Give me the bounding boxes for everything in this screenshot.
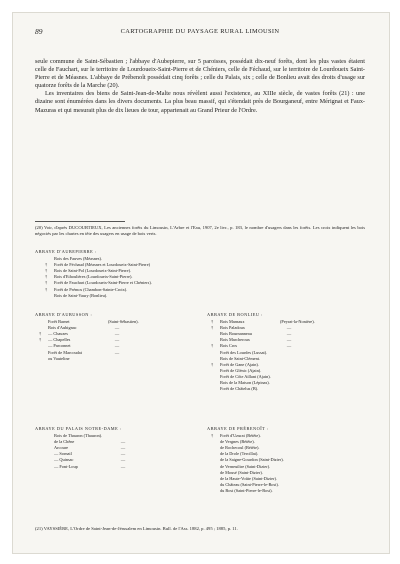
forest-name: du Château (Saint-Pierre-le-Bost). bbox=[220, 481, 279, 487]
forest-name: Bois d'Ethoulières (Lourdoueix-Saint-Pierre). bbox=[54, 274, 133, 280]
dagger-mark: † bbox=[211, 319, 214, 325]
forest-entry bbox=[45, 464, 195, 470]
dagger-mark bbox=[211, 488, 220, 494]
forest-location: — bbox=[286, 331, 292, 337]
bonlieu-forest-list bbox=[207, 312, 377, 392]
forest-name: Arcoure bbox=[54, 445, 69, 451]
forest-name: Bois de Saint-Vaury (Bonlieu). bbox=[54, 292, 108, 298]
footnote-20: (20) Voir, d'après DUCOURTIEUX, Les anciennes forêts du Limousin, L'Arbre et l'Eau, 1907, 2e livr., p. 183, le nombre d'usagers dans les forêts. Les croix indiquent les bois négociés par les chartes en tête des usagers en usage de bois verts. bbox=[35, 225, 365, 236]
forest-name: Bois de la Maison (Lépinas). bbox=[220, 380, 270, 386]
dagger-mark: † bbox=[39, 331, 42, 337]
box-title: ABBAYE DE BONLIEU : bbox=[207, 312, 263, 317]
aubepierre-forest-list bbox=[35, 249, 335, 299]
forest-name: Forêt de Fauchart (Lourdoueix-Saint-Pierre et Chéniers). bbox=[54, 280, 152, 286]
prebenoit-forest-list bbox=[207, 426, 379, 494]
forest-name: Bois des Fauves (Méasnes). bbox=[54, 256, 102, 262]
forest-name: de Rochecoul (Bétête). bbox=[220, 445, 260, 451]
forest-name: de la Saigne-Gourdon (Saint-Dizier). bbox=[220, 457, 284, 463]
box-title: ABBAYE DU PALAIS NOTRE-DAME : bbox=[35, 426, 122, 431]
forest-name: Bois Cros bbox=[220, 343, 238, 349]
forest-name: Forêt de Gane (Ajain). bbox=[220, 361, 259, 367]
forest-name: Bois d'Aubignac bbox=[48, 325, 77, 331]
forest-location: — bbox=[114, 349, 120, 355]
body-text bbox=[35, 58, 365, 115]
forest-location: — bbox=[286, 343, 292, 349]
dagger-mark bbox=[211, 386, 220, 392]
forest-name: — Font-Loup bbox=[54, 463, 78, 469]
forest-location: — bbox=[120, 445, 126, 451]
page-number: 89 bbox=[35, 27, 43, 36]
forest-name: Bois Bournanneau bbox=[220, 331, 252, 337]
dagger-mark bbox=[45, 464, 54, 470]
dagger-mark: † bbox=[45, 280, 48, 286]
dagger-mark: † bbox=[45, 274, 48, 280]
forest-name: de la Drole (Tercillat). bbox=[220, 451, 259, 457]
forest-location: — bbox=[114, 325, 120, 331]
forest-location: — bbox=[114, 337, 120, 343]
forest-name: ou Vauteline bbox=[48, 355, 70, 361]
forest-location: — bbox=[120, 457, 126, 463]
forest-entry bbox=[39, 356, 195, 362]
forest-name: — Parconnet bbox=[48, 343, 71, 349]
forest-name: de la Haute-Voûte (Saint-Dizier). bbox=[220, 475, 277, 481]
forest-name: Forêt de Prémos (Chambon-Sainte-Croix). bbox=[54, 286, 128, 292]
footnote-divider bbox=[35, 221, 125, 222]
forest-name: Forêt de Châtelus (B). bbox=[220, 386, 259, 392]
forest-location: — bbox=[120, 463, 126, 469]
forest-location: — bbox=[286, 325, 292, 331]
forest-name: Bois de Saint-Pol (Lourdoueix-Saint-Pierre). bbox=[54, 268, 132, 274]
forest-entry bbox=[211, 488, 379, 494]
forest-name: — Quinsac bbox=[54, 457, 74, 463]
forest-name: — Sornail bbox=[54, 451, 72, 457]
forest-entry bbox=[45, 293, 335, 299]
forest-location: — bbox=[286, 337, 292, 343]
dagger-mark bbox=[45, 293, 54, 299]
forest-name: Forêt d'Uzurat (Bétête). bbox=[220, 433, 261, 439]
forest-location: (Peyrat-la-Nonière). bbox=[280, 319, 315, 325]
forest-name: Bois Marcheroux bbox=[220, 337, 250, 343]
forest-name: de Mousé (Saint-Dizier). bbox=[220, 469, 263, 475]
forest-name: Bois de Thauron (Thauron). bbox=[54, 433, 103, 439]
dagger-mark: † bbox=[211, 325, 214, 331]
forest-location: — bbox=[114, 331, 120, 337]
aubusson-forest-list bbox=[35, 312, 195, 362]
forest-name: Bois Marnaux bbox=[220, 319, 245, 325]
forest-location: — bbox=[120, 451, 126, 457]
running-head: CARTOGRAPHIE DU PAYSAGE RURAL LIMOUSIN bbox=[120, 28, 280, 35]
forest-name: du Bost (Saint-Pierre-le-Bost). bbox=[220, 487, 273, 493]
dagger-mark: † bbox=[45, 268, 48, 274]
box-title: ABBAYE D'AUBEPIERRE : bbox=[35, 249, 97, 254]
forest-name: de Verneuiltre (Saint-Dizier). bbox=[220, 463, 271, 469]
forest-location: — bbox=[120, 439, 126, 445]
dagger-mark: † bbox=[211, 343, 214, 349]
forest-location: (Saint-Sébastien). bbox=[108, 319, 139, 325]
footnote-21: (21) VAYSSIÈRE, L'Ordre de Saint-Jean-de-Jérusalem en Limousin. Bull. de l'Ass. 1882, p. 495 ; 1885, p. 11. bbox=[35, 526, 238, 531]
forest-entry bbox=[211, 386, 377, 392]
forest-name: Forêt de Marcoudat bbox=[48, 349, 82, 355]
dagger-mark: † bbox=[45, 262, 48, 268]
forest-name: Forêt des Lourdes (Lussat). bbox=[220, 349, 268, 355]
forest-name: Bois de Saint-Clément. bbox=[220, 355, 260, 361]
dagger-mark bbox=[39, 356, 48, 362]
forest-name: — Chauzes bbox=[48, 331, 68, 337]
forest-name: Forêt de Glénic (Ajain). bbox=[220, 367, 262, 373]
paragraph: Les inventaires des biens de Saint-Jean-de-Malte nous révèlent aussi l'existence, au XIIIe siècle, de vastes forêts (21) : une dizaine sont énumérées dans les divers documents. La plus beau massif, qui s'étendait près de Bourganeuf, entre Mérignat et Faux-Mazuras et qui mesurait plus de dix lieues de tour, appartenait au Grand Prieur de l'Ordre. bbox=[35, 90, 365, 114]
forest-name: Forêt de Côte Aillant (Ajain). bbox=[220, 373, 271, 379]
dagger-mark: † bbox=[39, 337, 42, 343]
dagger-mark: † bbox=[45, 286, 48, 292]
forest-name: Bois Paladoux bbox=[220, 325, 245, 331]
forest-name: Forêt Barnet bbox=[48, 319, 70, 325]
forest-name: de la Chêne bbox=[54, 439, 75, 445]
dagger-mark: † bbox=[211, 433, 214, 439]
forest-name: de Vergnes (Bétête). bbox=[220, 439, 255, 445]
palais-forest-list bbox=[35, 426, 195, 470]
forest-location: — bbox=[114, 343, 120, 349]
forest-name: Forêt de Féchaud (Méasnes et Lourdoueix-Saint-Pierre) bbox=[54, 262, 151, 268]
box-title: ABBAYE DE PRÉBENOÎT : bbox=[207, 426, 269, 431]
dagger-mark: † bbox=[211, 361, 214, 367]
forest-name: — Chapelles bbox=[48, 337, 71, 343]
box-title: ABBAYE D'AUBUSSON : bbox=[35, 312, 93, 317]
book-page bbox=[12, 12, 390, 554]
paragraph: seule commune de Saint-Sébastien ; l'abbaye d'Aubepierre, sur 5 paroisses, possédait dix-neuf forêts, dont les plus vastes étaient celle de Fauchart, sur le territoire de Lourdoueix-Saint-Pierre et de Chéniers, celle de Féchaud, sur le territoire de Lourdoueix Saint-Pierre et de Méasnes. L'abbaye de Prébenoît possédait cinq forêts ; celle du Palais, six ; celle de Bonlieu avait des droits d'usage sur quatorze forêts de la Marche (20). bbox=[35, 58, 365, 90]
